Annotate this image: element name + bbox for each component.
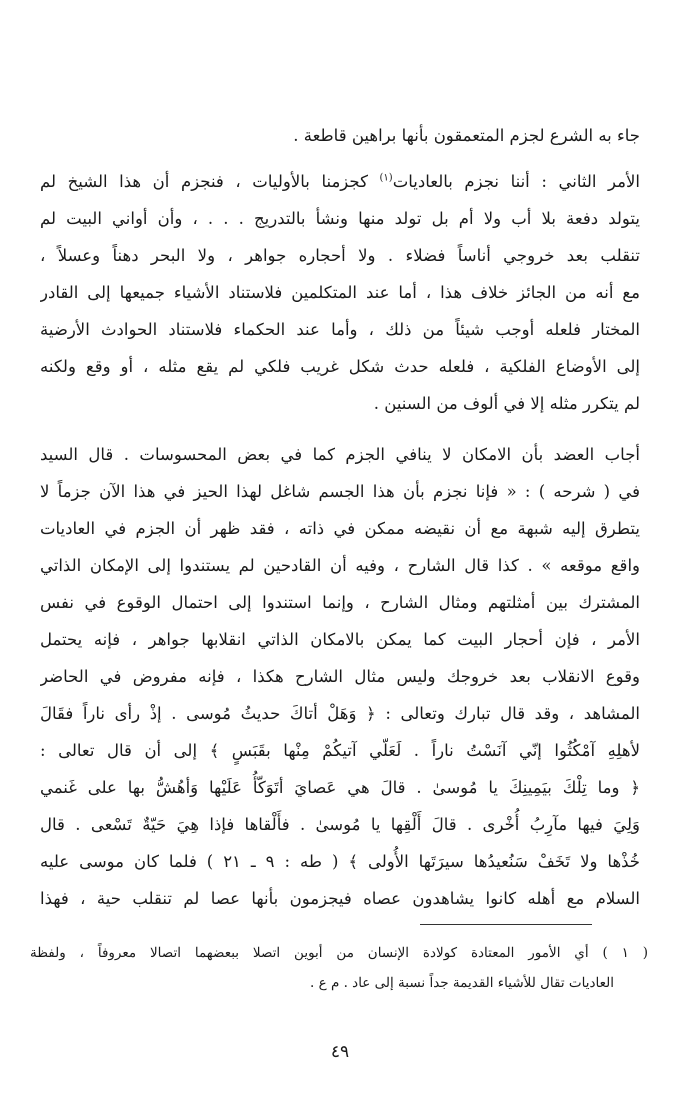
paragraph-3 xyxy=(40,436,640,917)
page-number: ٤٩ xyxy=(330,1042,350,1062)
footnote-line: العاديات تقال للأشياء القديمة جداً نسبة إلى عاد . م ع . xyxy=(310,975,614,991)
text-line: يتطرق إليه شبهة مع أن نقيضه ممكن في ذاته ، فقد ظهر أن الجزم في العاديات xyxy=(40,519,640,538)
text-line: الأمر ، فإن أحجار البيت كما يمكن بالامكان الذاتي انقلابها جواهر ، فإنه يحتمل xyxy=(40,630,640,649)
text-line: في ( شرحه ) : « فإنا نجزم بأن هذا الجسم شاغل لهذا الحيز في هذا الآن جزماً لا xyxy=(40,482,640,501)
text-line: ﴿ وما تِلْكَ بيَمِينِكَ يا مُوسىٰ . قالَ هي عَصايَ أتَوَكّأُ عَلَيْها وَأهُشُّ بها على غَنمي xyxy=(40,778,640,797)
text-line: يتولد دفعة بلا أب ولا أم بل تولد منها ونشأ بالتدريج . . . ، وأن أواني البيت لم xyxy=(40,209,640,228)
text-line-start: الأمر الثاني : أننا نجزم بالعاديات xyxy=(392,172,640,191)
text-line: واقع موقعه » . كذا قال الشارح ، وفيه أن القادحين لم يستندوا إلى الإمكان الذاتي xyxy=(40,556,640,575)
text-line: إلى الأوضاع الفلكية ، فلعله حدث شكل غريب فلكي لم يقع مثله ، أو وقع ولكنه xyxy=(40,357,640,376)
text-line xyxy=(40,163,640,200)
paragraph-1 xyxy=(40,117,640,154)
footnote-separator xyxy=(420,924,592,925)
text-line: لأهلِهِ آمْكُثُوا إنّي آنَسْتُ ناراً . لَعَلّي آتيكُمْ مِنْها بقَبَسٍ ﴾ إلى أن قال تعالى : xyxy=(40,741,640,760)
text-line: تنقلب بعد خروجي أناساً فضلاء . ولا أحجاره جواهر ، ولا البحر دهناً وعسلاً ، xyxy=(40,246,640,265)
paragraph-2 xyxy=(40,163,640,422)
text-line: لم يتكرر مثله إلا في ألوف من السنين . xyxy=(373,394,640,413)
text-line: وقوع الانقلاب بعد خروجك وليس مثال الشارح هكذا ، فإنه مفروض في الحاضر xyxy=(40,667,640,686)
footnotes xyxy=(30,938,648,998)
text-line: مع أنه من الجائز خلاف هذا ، أما عند المتكلمين فلاستناد الأشياء جميعها إلى القادر xyxy=(40,283,640,302)
text-line: المختار فلعله أوجب شيئاً من ذلك ، وأما عند الحكماء فلاستناد الحوادث الأرضية xyxy=(40,320,640,339)
footnote-line: ( ١ ) أي الأمور المعتادة كولادة الإنسان من أبوين اتصلا ببعضهما اتصالا معروفاً ، ولفظة xyxy=(30,945,648,961)
text-line: أجاب العضد بأن الامكان لا ينافي الجزم كما في بعض المحسوسات . قال السيد xyxy=(40,445,640,464)
text-line-rest: كجزمنا بالأوليات ، فنجزم أن هذا الشيخ لم xyxy=(40,172,380,191)
text-line: خُذْها ولا تَخَفْ سَنُعيدُها سيرَتَها الأُولى ﴾ ( طه : ٩ ـ ٢١ ) فلما كان موسى عليه xyxy=(40,852,640,871)
text-line: السلام مع أهله كانوا يشاهدون عصاه فيجزمون بأنها عصا لم تنقلب حية ، فهذا xyxy=(40,889,640,908)
footnote-marker[interactable]: (١) xyxy=(379,172,393,184)
text-line: جاء به الشرع لجزم المتعمقون بأنها براهين قاطعة . xyxy=(293,126,640,145)
text-line: المشترك بين أمثلتهم ومثال الشارح ، وإنما استندوا إلى احتمال الوقوع في نفس xyxy=(40,593,640,612)
text-line: المشاهد ، وقد قال تبارك وتعالى : ﴿ وَهَلْ أتاكَ حديثُ مُوسى . إذْ رأى ناراً فقَالَ xyxy=(40,704,640,723)
text-line: وَلِيَ فيها مآرِبُ أُخْرى . قالَ أَلْقِها يا مُوسىٰ . فأَلْقاها فإذا هِيَ حَيّةٌ تَسْعى . قال xyxy=(40,815,640,834)
